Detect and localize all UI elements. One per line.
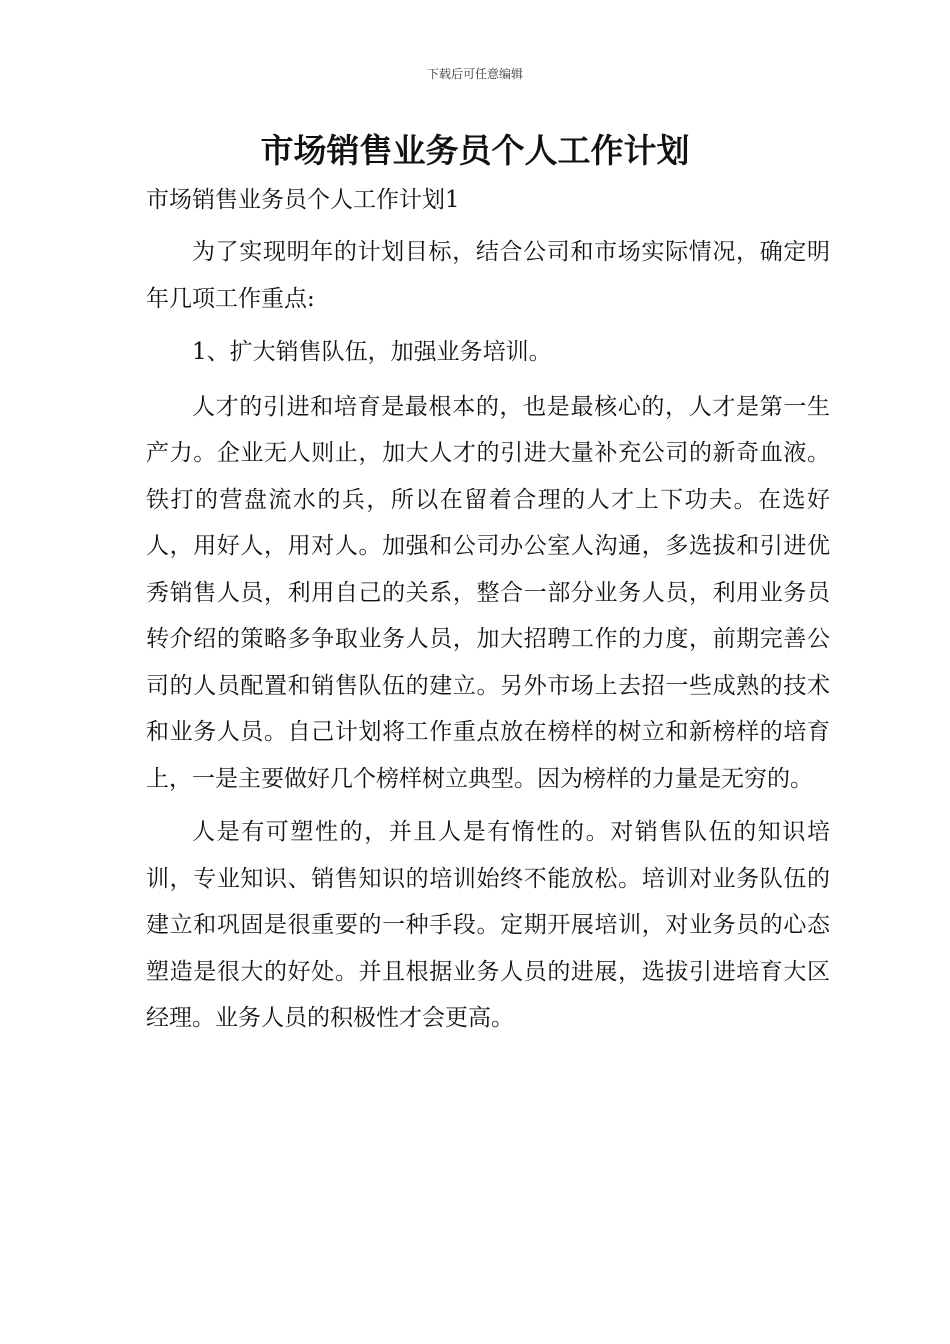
training-paragraph: 人是有可塑性的，并且人是有惰性的。对销售队伍的知识培训，专业知识、销售知识的培训始终不能放松。培训对业务队伍的建立和巩固是很重要的一种手段。定期开展培训，对业务员的心态塑造是很大的好处。并且根据业务人员的进展，选拔引进培育大区经理。业务人员的积极性才会更高。 [146, 819, 830, 1031]
intro-paragraph: 为了实现明年的计划目标，结合公司和市场实际情况，确定明年几项工作重点: [146, 239, 830, 312]
talent-paragraph: 人才的引进和培育是最根本的，也是最核心的，人才是第一生产力。企业无人则止，加大人才的引进大量补充公司的新奇血液。 铁打的营盘流水的兵，所以在留着合理的人才上下功夫。在选好人，用好人，用对人。加强和公司办公室人沟通，多选拔和引进优秀销售人员，利用自己的关系，整合一部分业务人员，利用业务员转介绍的策略多争取业务人员，加大招聘工作的力度，前期完善公司的人员配置和销售队伍的建立。另外市场上去招一些成熟的技术和业务人员。自己计划将工作重点放在榜样的树立和新榜样的培育上，一是主要做好几个榜样树立典型。因为榜样的力量是无穷的。 [146, 393, 830, 792]
document-body [146, 229, 830, 1042]
header-note: 下载后可任意编辑 [426, 67, 523, 81]
document-subtitle: 市场销售业务员个人工作计划1 [146, 187, 460, 213]
document-title: 市场销售业务员个人工作计划 [260, 131, 690, 170]
list-item-1: 1、扩大销售队伍，加强业务培训。 [192, 339, 552, 365]
